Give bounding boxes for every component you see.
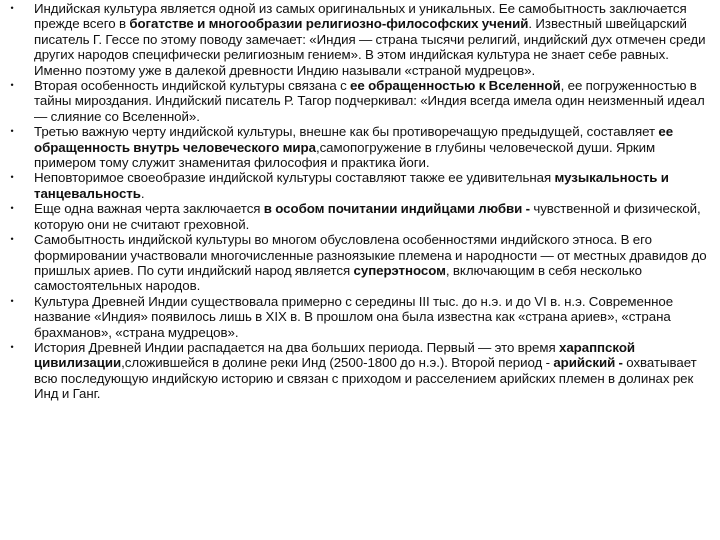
text-segment: , ее погруженностью в тайны мироздания. Индийский писатель Р. Тагор подчеркивал: «Индия всегда имела один неизменный идеал — слияние со Вселенной». (34, 78, 705, 124)
bold-phrase: хараппской цивилизации (34, 339, 636, 371)
text-segment: Еще одна важная черта заключается (34, 201, 264, 217)
bullet-marker: • (10, 295, 14, 306)
bold-phrase: ее обращенностью к Вселенной (350, 78, 561, 94)
bullet-marker: • (10, 341, 14, 352)
bullet-text (34, 201, 701, 231)
bullet-text (34, 1, 706, 78)
bullet-text (34, 232, 707, 293)
bold-phrase: богатстве и многообразии религиозно-философских учений (129, 16, 529, 32)
list-item (6, 124, 714, 170)
text-segment: Вторая особенность индийской культуры связана с (34, 78, 351, 94)
text-segment: , включающим в себя несколько самостоятельных народов. (34, 262, 643, 294)
bullet-text (34, 124, 673, 170)
bullet-marker: • (10, 80, 14, 91)
bold-phrase: арийский - (553, 355, 623, 371)
list-item (6, 78, 714, 124)
list-item (6, 294, 714, 340)
text-segment: охватывает всю последующую индийскую историю и связан с приходом и расселением арийских племен в долинах рек Инд и Ганг. (34, 355, 697, 402)
text-segment: История Древней Индии распадается на два больших периода. Первый — это время (34, 339, 559, 355)
bold-phrase: суперэтносом (353, 262, 446, 278)
bold-phrase: ее обращенность внутрь человеческого мира (34, 124, 674, 155)
list-item (6, 340, 714, 402)
bullet-text (34, 294, 673, 340)
bullet-text (34, 340, 697, 401)
bullet-marker: • (10, 203, 14, 214)
text-segment: Индийская культура является одной из самых оригинальных и уникальных. Ее самобытность заключается прежде всего в (34, 1, 687, 32)
text-segment: . (140, 185, 145, 201)
list-item (6, 170, 714, 201)
bold-phrase: музыкальность и танцевальность (34, 170, 669, 201)
text-segment: Третью важную черту индийской культуры, внешне как бы противоречащую предыдущей, составляет (34, 124, 659, 140)
text-segment: . Известный швейцарский писатель Г. Гессе по этому поводу замечает: «Индия — страна тысячи религий, индийский дух отмечен среди других народов специфически религиозным гением». В этом индийская культура не знает себе равных. Именно поэтому уже в далекой древности Индию называли «страной мудрецов». (34, 16, 706, 78)
text-segment: Самобытность индийской культуры во многом обусловлена особенностями индийского этноса. В его формировании участвовали многочисленные разноязыкие племена и народности — от местных дравидов до пришлых ариев. По сути индийский народ является (34, 232, 707, 278)
list-item (6, 201, 714, 232)
text-segment: ,самопогружение в глубины человеческой души. Ярким примером тому служит знаменитая философия и практика йоги. (34, 139, 656, 171)
text-segment: Культура Древней Индии существовала примерно с середины III тыс. до н.э. и до VI в. н.э. Современное название «Индия» появилось лишь в XIX в. В прошлом она была известна как «страна ариев», «страна брахманов», «страна мудрецов». (34, 293, 674, 340)
text-segment: ,сложившейся в долине реки Инд (2500-1800 до н.э.). Второй период - (121, 355, 554, 371)
bold-phrase: в особом почитании индийцами любви - (263, 201, 530, 217)
list-item (6, 232, 714, 294)
bullet-marker: • (10, 3, 14, 13)
bullet-marker: • (10, 234, 14, 245)
text-segment: Неповторимое своеобразие индийской культуры составляют также ее удивительная (34, 170, 555, 186)
text-segment: чувственной и физической, которую они не считают греховной. (34, 201, 701, 232)
bullet-marker: • (10, 126, 14, 137)
bullet-list (6, 1, 714, 402)
bullet-marker: • (10, 172, 14, 183)
bullet-text (34, 78, 705, 124)
bullet-text (34, 170, 669, 200)
list-item (6, 1, 714, 78)
